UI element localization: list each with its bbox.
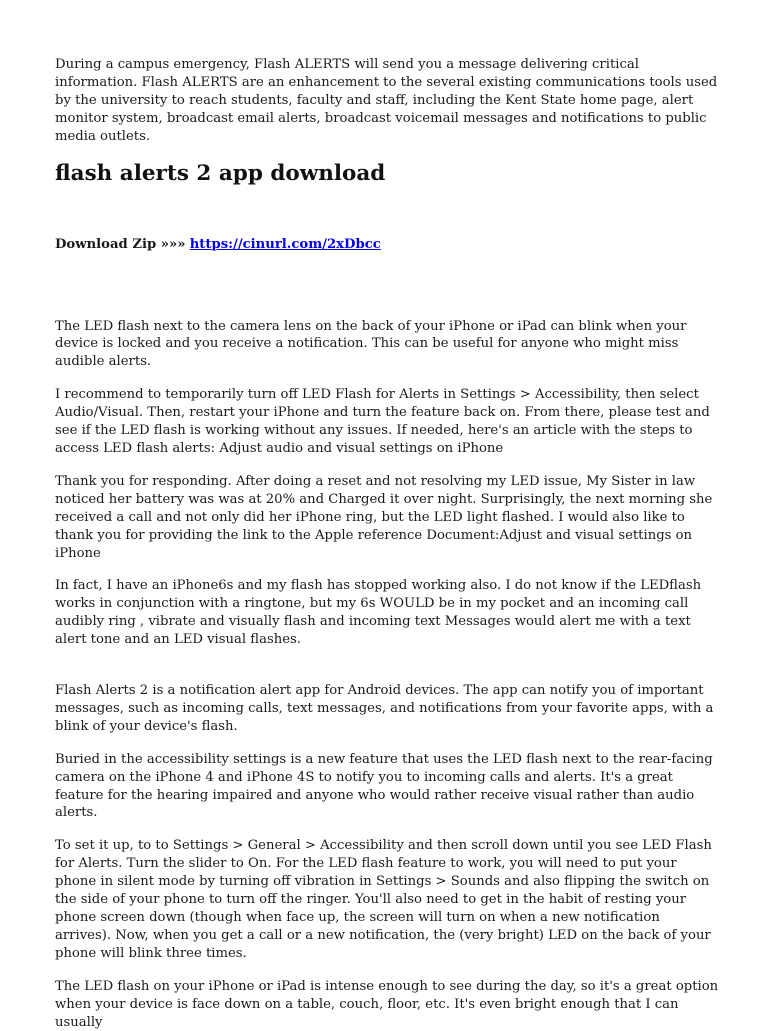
download-link[interactable]: https://cinurl.com/2xDbcc xyxy=(189,236,381,252)
paragraph-recommend: I recommend to temporarily turn off LED Flash for Alerts in Settings > Accessibility, then select Audio/Visual. Then, restart your iPhone and turn the feature back on. From there, please test and see if the LED flash is working without any issues. If needed, here's an article with the steps to access LED flash alerts: Adjust audio and visual settings on iPhone xyxy=(55,387,710,456)
paragraph-thank-you: Thank you for responding. After doing a reset and not resolving my LED issue, My Sister in law noticed her battery was was at 20% and Charged it over night. Surprisingly, the next morning she received a call and not only did her iPhone ring, but the LED light flashed. I would also like to thank you for providing the link to the Apple reference Document:Adjust and visual settings on iPhone xyxy=(55,473,713,561)
paragraph-setup: To set it up, to to Settings > General > Accessibility and then scroll down until you see LED Flash for Alerts. Turn the slider to On. For the LED flash feature to work, you will need to put your phone in silent mode by turning off vibration in Settings > Sounds and also flipping the switch on the side of your phone to turn off the ringer. You'll also need to get in the habit of resting your phone screen down (though when face up, the screen will turn on when a new notification arrives). Now, when you get a call or a new notification, the (very bright) LED on the back of your phone will blink three times. xyxy=(55,838,712,961)
paragraph-flash-alerts-2: Flash Alerts 2 is a notification alert app for Android devices. The app can notify you of important messages, such as incoming calls, text messages, and notifications from your favorite apps, with a blink of your device's flash. xyxy=(55,683,714,734)
download-line xyxy=(55,236,719,254)
document-page xyxy=(55,56,719,1031)
intro-paragraph: During a campus emergency, Flash ALERTS will send you a message delivering critical information. Flash ALERTS are an enhancement to the several existing communications tools used by the university to reach students, faculty and staff, including the Kent State home page, alert monitor system, broadcast email alerts, broadcast voicemail messages and notifications to public media outlets. xyxy=(55,57,718,144)
page-title: flash alerts 2 app download xyxy=(55,160,386,186)
paragraph-accessibility: Buried in the accessibility settings is a new feature that uses the LED flash next to the rear-facing camera on the iPhone 4 and iPhone 4S to notify you to incoming calls and alerts. It's a great feature for the hearing impaired and anyone who would rather receive visual rather than audio alerts. xyxy=(55,751,713,821)
paragraph-iphone6s: In fact, I have an iPhone6s and my flash has stopped working also. I do not know if the LEDflash works in conjunction with a ringtone, but my 6s WOULD be in my pocket and an incoming call audibly ring , vibrate and visually flash and incoming text Messages would alert me with a text alert tone and an LED visual flashes. xyxy=(55,578,702,648)
paragraph-intense: The LED flash on your iPhone or iPad is intense enough to see during the day, so it's a great option when your device is face down on a table, couch, floor, etc. It's even bright enough that I can usually xyxy=(55,978,719,1030)
download-label: Download Zip »»» xyxy=(55,236,186,252)
paragraph-led-flash: The LED flash next to the camera lens on the back of your iPhone or iPad can blink when your device is locked and you receive a notification. This can be useful for anyone who might miss audible alerts. xyxy=(55,318,687,370)
